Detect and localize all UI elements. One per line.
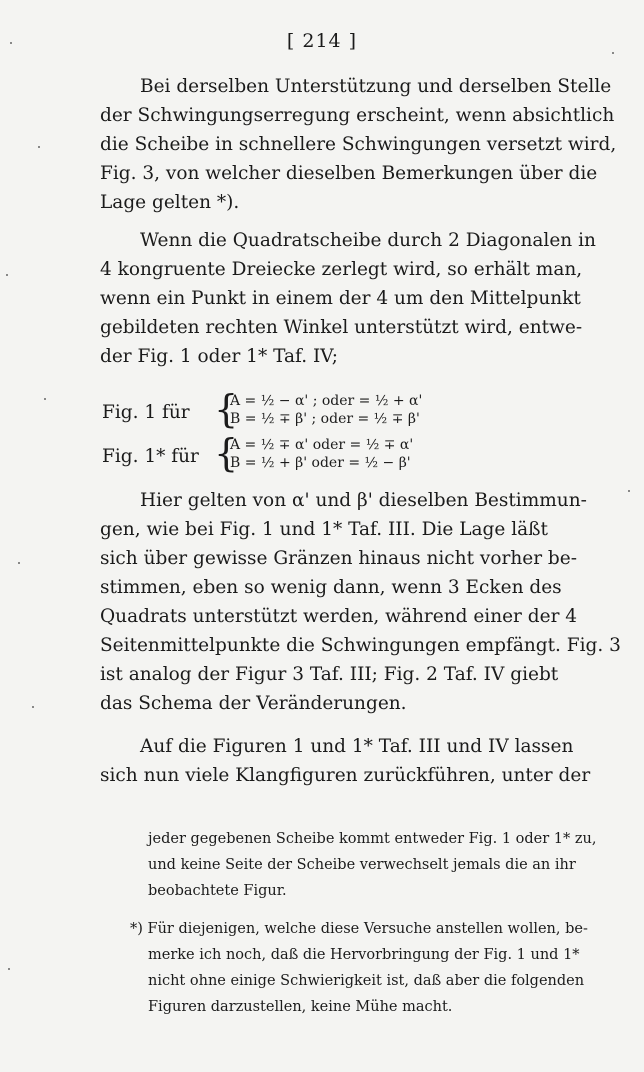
text-line: Quadrats unterstützt werden, während einer der 4 xyxy=(100,606,578,627)
text-line: das Schema der Veränderungen. xyxy=(100,693,407,714)
scan-speck xyxy=(18,562,20,564)
footnote-line: Figuren darzustellen, keine Mühe macht. xyxy=(148,999,453,1015)
text-line: Hier gelten von α' und β' dieselben Bestimmun- xyxy=(140,490,587,511)
text-line: Lage gelten *). xyxy=(100,192,240,213)
footnote-line: und keine Seite der Scheibe verwechselt jemals die an ihr xyxy=(148,857,576,873)
formula-fig-1-star xyxy=(102,431,532,476)
scan-speck xyxy=(8,968,10,970)
text-line: 4 kongruente Dreiecke zerlegt wird, so erhält man, xyxy=(100,259,583,280)
page-number: [ 214 ] xyxy=(286,30,358,52)
left-brace-icon: { xyxy=(214,431,239,475)
scan-speck xyxy=(44,398,46,400)
text-line: gebildeten rechten Winkel unterstützt wird, entwe- xyxy=(100,317,583,338)
scan-speck xyxy=(10,42,12,44)
footnote-line: *) Für diejenigen, welche diese Versuche anstellen wollen, be- xyxy=(130,921,588,937)
formula-fig-1 xyxy=(102,387,532,432)
footnote-line: beobachtete Figur. xyxy=(148,883,287,899)
formula-line-b: B = ½ ∓ β' ; oder = ½ ∓ β' xyxy=(230,411,420,427)
formula-line-a: A = ½ ∓ α' oder = ½ ∓ α' xyxy=(230,437,414,453)
paragraph-4 xyxy=(100,732,640,790)
text-line: gen, wie bei Fig. 1 und 1* Taf. III. Die Lage läßt xyxy=(100,519,548,540)
scan-speck xyxy=(32,706,34,708)
text-line: Seitenmittelpunkte die Schwingungen empfängt. Fig. 3 xyxy=(100,635,621,656)
text-line: stimmen, eben so wenig dann, wenn 3 Ecken des xyxy=(100,577,562,598)
text-line: ist analog der Figur 3 Taf. III; Fig. 2 Taf. IV giebt xyxy=(100,664,559,685)
footnote-line: nicht ohne einige Schwierigkeit ist, daß aber die folgenden xyxy=(148,973,585,989)
formula-label: Fig. 1* für xyxy=(102,446,199,467)
scan-speck xyxy=(628,490,630,492)
paragraph-2 xyxy=(100,226,640,371)
text-line: sich nun viele Klangfiguren zurückführen, unter der xyxy=(100,765,591,786)
footnote-continuation xyxy=(130,826,635,904)
text-line: Fig. 3, von welcher dieselben Bemerkungen über die xyxy=(100,163,598,184)
text-line: der Fig. 1 oder 1* Taf. IV; xyxy=(100,346,338,367)
text-line: Wenn die Quadratscheibe durch 2 Diagonalen in xyxy=(140,230,596,251)
footnote-asterisk xyxy=(130,916,635,1020)
text-line: sich über gewisse Gränzen hinaus nicht vorher be- xyxy=(100,548,577,569)
scan-speck xyxy=(612,52,614,54)
text-line: Bei derselben Unterstützung und derselben Stelle xyxy=(140,76,612,97)
text-line: Auf die Figuren 1 und 1* Taf. III und IV lassen xyxy=(140,736,574,757)
text-line: wenn ein Punkt in einem der 4 um den Mittelpunkt xyxy=(100,288,581,309)
paragraph-1 xyxy=(100,72,640,217)
scan-speck xyxy=(38,146,40,148)
scan-speck xyxy=(6,274,8,276)
formula-line-a: A = ½ − α' ; oder = ½ + α' xyxy=(230,393,423,409)
footnote-line: merke ich noch, daß die Hervorbringung der Fig. 1 und 1* xyxy=(148,947,580,963)
text-line: die Scheibe in schnellere Schwingungen versetzt wird, xyxy=(100,134,617,155)
text-line: der Schwingungserregung erscheint, wenn absichtlich xyxy=(100,105,615,126)
footnote-line: jeder gegebenen Scheibe kommt entweder Fig. 1 oder 1* zu, xyxy=(148,831,597,847)
left-brace-icon: { xyxy=(214,387,239,431)
formula-line-b: B = ½ + β' oder = ½ − β' xyxy=(230,455,411,471)
paragraph-3 xyxy=(100,486,640,718)
formula-label: Fig. 1 für xyxy=(102,402,190,423)
